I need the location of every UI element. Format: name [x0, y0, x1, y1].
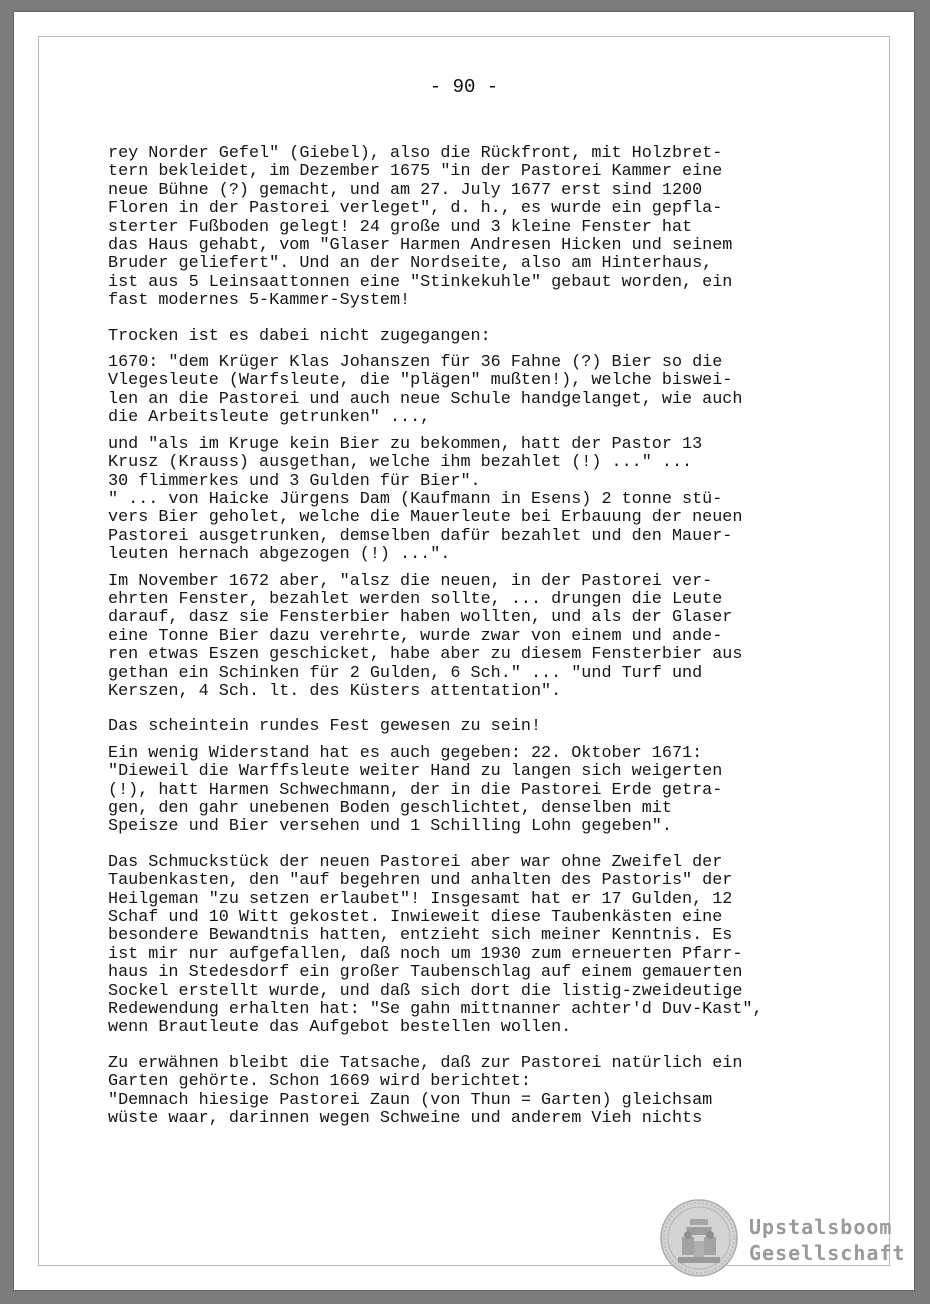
text-line: wüste waar, darinnen wegen Schweine und anderem Vieh nichts: [108, 1109, 703, 1129]
text-line: Im November 1672 aber, "alsz die neuen, in der Pastorei ver-: [108, 571, 713, 591]
text-line: und "als im Kruge kein Bier zu bekommen, hatt der Pastor 13: [108, 434, 703, 454]
text-line: wenn Brautleute das Aufgebot bestellen wollen.: [108, 1018, 572, 1038]
document-page: [14, 12, 914, 1290]
paragraph: [108, 1055, 828, 1129]
text-line: Redewendung erhalten hat: "Se gahn mittnanner achter'd Duv-Kast",: [108, 1000, 763, 1020]
text-line: ist aus 5 Leinsaattonnen eine "Stinkekuhle" gebaut worden, ein: [108, 272, 733, 292]
paragraph: [108, 718, 828, 736]
body-text: [108, 145, 828, 1129]
text-line: vers Bier geholet, welche die Mauerleute bei Erbauung der neuen: [108, 508, 743, 528]
text-line: tern bekleidet, im Dezember 1675 "in der Pastorei Kammer eine: [108, 162, 723, 182]
paragraph: [108, 573, 828, 702]
text-line: (!), hatt Harmen Schwechmann, der in die Pastorei Erde getra-: [108, 780, 723, 800]
page-number: - 90 -: [429, 76, 499, 98]
text-line: eine Tonne Bier dazu verehrte, wurde zwar von einem und ande-: [108, 626, 723, 646]
text-line: Trocken ist es dabei nicht zugegangen:: [108, 326, 491, 346]
paragraph: [108, 328, 828, 346]
text-line: 30 flimmerkes und 3 Gulden für Bier".: [108, 471, 481, 491]
text-line: neue Bühne (?) gemacht, und am 27. July 1677 erst sind 1200: [108, 180, 703, 200]
text-line: Schaf und 10 Witt gekostet. Inwieweit diese Taubenkästen eine: [108, 908, 723, 928]
text-line: Pastorei ausgetrunken, demselben dafür bezahlet und den Mauer-: [108, 526, 733, 546]
text-line: Vlegesleute (Warfsleute, die "plägen" mußten!), welche biswei-: [108, 371, 733, 391]
text-line: das Haus gehabt, vom "Glaser Harmen Andresen Hicken und seinem: [108, 236, 733, 256]
text-line: Krusz (Krauss) ausgethan, welche ihm bezahlet (!) ..." ...: [108, 453, 693, 473]
text-line: sterter Fußboden gelegt! 24 große und 3 kleine Fenster hat: [108, 217, 693, 237]
paragraph: [108, 854, 828, 1038]
text-line: fast modernes 5-Kammer-System!: [108, 291, 411, 311]
text-line: Sockel erstellt wurde, und daß sich dort die listig-zweideutige: [108, 981, 743, 1001]
text-line: Floren in der Pastorei verleget", d. h., es wurde ein gepfla-: [108, 199, 723, 219]
text-line: "Demnach hiesige Pastorei Zaun (von Thun = Garten) gleichsam: [108, 1090, 713, 1110]
text-line: len an die Pastorei und auch neue Schule handgelanget, wie auch: [108, 389, 743, 409]
logo-line-1: Upstalsboom: [749, 1215, 893, 1239]
text-line: besondere Bewandtnis hatten, entzieht sich meiner Kenntnis. Es: [108, 926, 733, 946]
text-line: Heilgeman "zu setzen erlaubet"! Insgesamt hat er 17 Gulden, 12: [108, 889, 733, 909]
text-line: leuten hernach abgezogen (!) ...".: [108, 545, 451, 565]
text-line: rey Norder Gefel" (Giebel), also die Rückfront, mit Holzbret-: [108, 144, 723, 163]
text-line: Kerszen, 4 Sch. lt. des Küsters attentation".: [108, 681, 562, 701]
text-line: 1670: "dem Krüger Klas Johanszen für 36 Fahne (?) Bier so die: [108, 353, 723, 373]
paragraph: [108, 145, 828, 311]
text-line: "Dieweil die Warffsleute weiter Hand zu langen sich weigerten: [108, 762, 723, 782]
text-line: " ... von Haicke Jürgens Dam (Kaufmann in Esens) 2 tonne stü-: [108, 489, 723, 509]
logo-line-2: Gesellschaft: [749, 1241, 906, 1265]
text-line: Taubenkasten, den "auf begehren und anhalten des Pastoris" der: [108, 871, 733, 891]
text-line: Ein wenig Widerstand hat es auch gegeben: 22. Oktober 1671:: [108, 743, 703, 763]
text-line: Bruder geliefert". Und an der Nordseite, also am Hinterhaus,: [108, 254, 713, 274]
text-line: ehrten Fenster, bezahlet werden sollte, ... drungen die Leute: [108, 589, 723, 609]
text-line: Das Schmuckstück der neuen Pastorei aber war ohne Zweifel der: [108, 852, 723, 872]
society-logo-text: [749, 1214, 906, 1266]
text-line: Das scheintein rundes Fest gewesen zu sein!: [108, 717, 542, 737]
text-line: gen, den gahr unebenen Boden geschlichtet, denselben mit: [108, 799, 672, 818]
text-line: darauf, dasz sie Fensterbier haben wollten, und als der Glaser: [108, 608, 733, 628]
paragraph: [108, 745, 828, 837]
text-line: gethan ein Schinken für 2 Gulden, 6 Sch." ... "und Turf und: [108, 663, 703, 683]
text-line: Zu erwähnen bleibt die Tatsache, daß zur Pastorei natürlich ein: [108, 1053, 743, 1073]
text-line: ist mir nur aufgefallen, daß noch um 1930 zum erneuerten Pfarr-: [108, 944, 743, 964]
paragraph: [108, 436, 828, 565]
text-line: ren etwas Eszen geschicket, habe aber zu diesem Fensterbier aus: [108, 645, 743, 665]
paragraph: [108, 354, 828, 428]
text-line: Speisze und Bier versehen und 1 Schilling Lohn gegeben".: [108, 817, 672, 837]
seal-icon: [660, 1199, 738, 1277]
text-line: haus in Stedesdorf ein großer Taubenschlag auf einem gemauerten: [108, 963, 743, 983]
text-line: die Arbeitsleute getrunken" ...,: [108, 408, 431, 428]
text-line: Garten gehörte. Schon 1669 wird berichtet:: [108, 1072, 531, 1092]
